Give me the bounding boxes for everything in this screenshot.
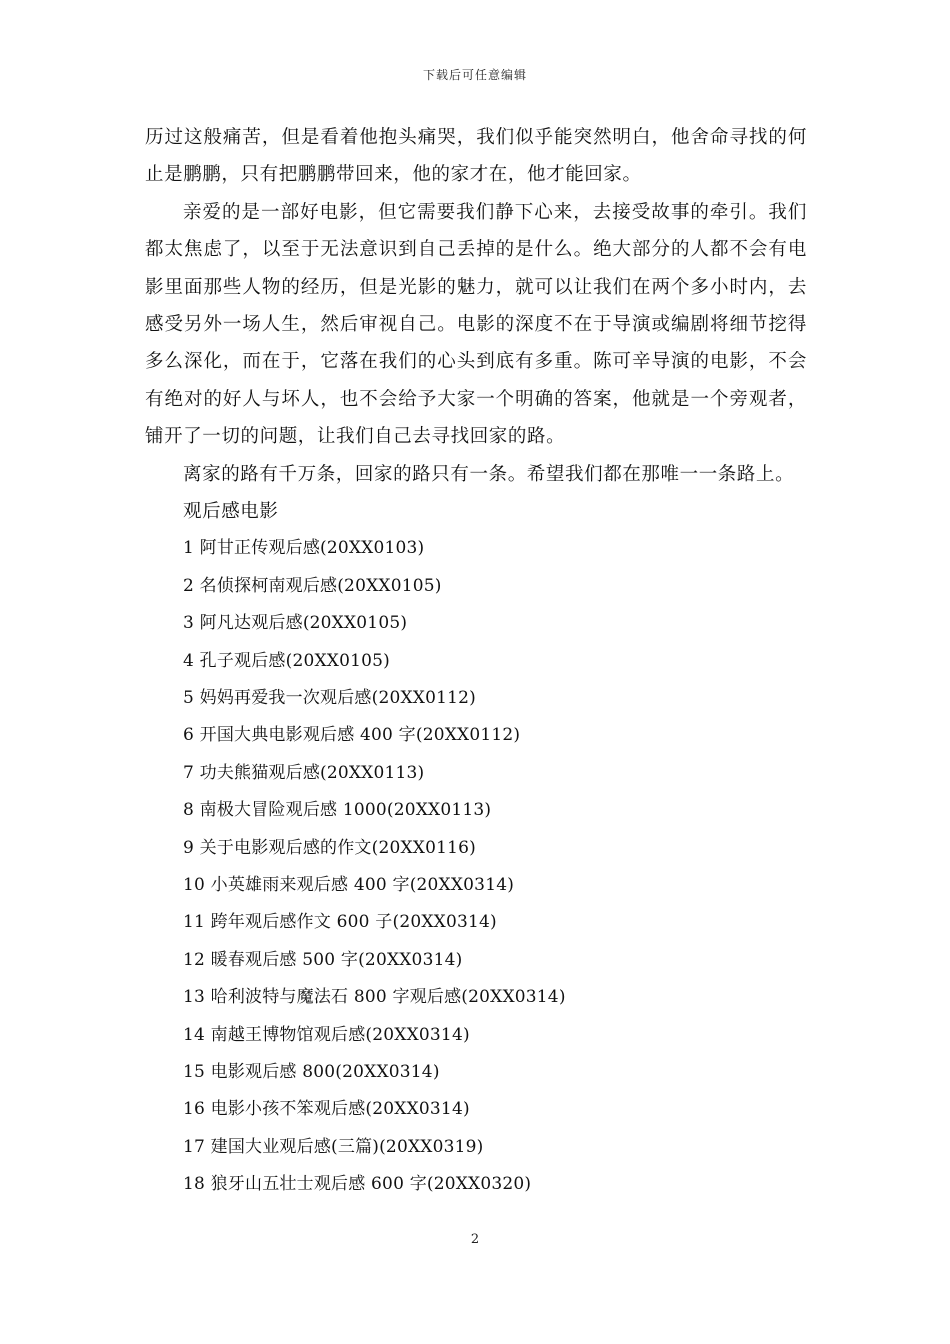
page-header: 下载后可任意编辑 [422, 68, 527, 82]
toc-item: 4 孔子观后感(20XX0105) [183, 650, 390, 671]
toc-item: 12 暖春观后感 500 字(20XX0314) [183, 949, 463, 970]
document-body [145, 119, 807, 1204]
toc-item: 8 南极大冒险观后感 1000(20XX0113) [183, 800, 492, 821]
page-number: 2 [470, 1232, 480, 1247]
toc-item: 11 跨年观后感作文 600 子(20XX0314) [183, 912, 497, 933]
paragraph-closing: 离家的路有千万条，回家的路只有一条。希望我们都在那唯一一条路上。 [183, 463, 795, 485]
toc-item: 3 阿凡达观后感(20XX0105) [183, 613, 408, 634]
toc-item: 10 小英雄雨来观后感 400 字(20XX0314) [183, 874, 515, 895]
toc-item: 2 名侦探柯南观后感(20XX0105) [183, 575, 442, 596]
toc-item: 5 妈妈再爱我一次观后感(20XX0112) [183, 688, 476, 709]
toc-item: 15 电影观后感 800(20XX0314) [183, 1061, 440, 1082]
toc-list [145, 530, 807, 1203]
toc-item: 13 哈利波特与魔法石 800 字观后感(20XX0314) [183, 987, 566, 1008]
toc-item: 6 开国大典电影观后感 400 字(20XX0112) [183, 725, 521, 746]
toc-item: 18 狼牙山五壮士观后感 600 字(20XX0320) [183, 1174, 532, 1195]
toc-item: 14 南越王博物馆观后感(20XX0314) [183, 1024, 470, 1045]
paragraph-continuation: 历过这般痛苦，但是看着他抱头痛哭，我们似乎能突然明白，他舍命寻找的何止是鹏鹏，只有把鹏鹏带回来，他的家才在，他才能回家。 [145, 127, 807, 186]
toc-title: 观后感电影 [183, 501, 279, 523]
toc-item: 16 电影小孩不笨观后感(20XX0314) [183, 1099, 470, 1120]
toc-item: 1 阿甘正传观后感(20XX0103) [183, 538, 425, 559]
toc-item: 7 功夫熊猫观后感(20XX0113) [183, 762, 425, 783]
toc-item: 9 关于电影观后感的作文(20XX0116) [183, 837, 476, 858]
toc-item: 17 建国大业观后感(三篇)(20XX0319) [183, 1136, 484, 1157]
paragraph-review: 亲爱的是一部好电影，但它需要我们静下心来，去接受故事的牵引。我们都太焦虑了，以至于无法意识到自己丢掉的是什么。绝大部分的人都不会有电影里面那些人物的经历，但是光影的魅力，就可以让我们在两个多小时内，去感受另外一场人生，然后审视自己。电影的深度不在于导演或编剧将细节挖得多么深化，而在于，它落在我们的心头到底有多重。陈可辛导演的电影，不会有绝对的好人与坏人，也不会给予大家一个明确的答案，他就是一个旁观者，铺开了一切的问题，让我们自己去寻找回家的路。 [145, 201, 807, 448]
